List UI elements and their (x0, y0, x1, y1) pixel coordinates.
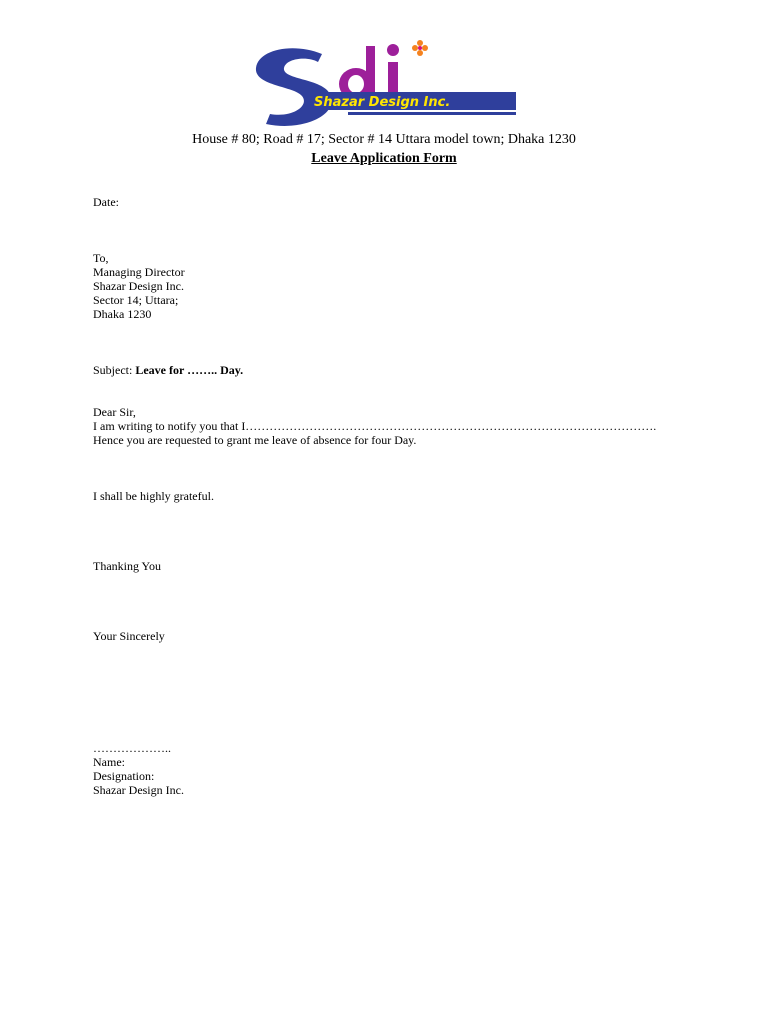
name-label: Name: (93, 755, 125, 769)
subject-text: Leave for …….. Day. (135, 363, 244, 377)
recipient-company: Shazar Design Inc. (93, 279, 184, 293)
signature-dots: ……………….. (93, 741, 171, 755)
recipient-title: Managing Director (93, 265, 185, 279)
body-line-2: Hence you are requested to grant me leave of absence for four Day. (93, 433, 417, 447)
salutation: Dear Sir, (93, 405, 136, 419)
recipient-sector: Sector 14; Uttara; (93, 293, 179, 307)
company-logo (252, 40, 518, 128)
recipient-city: Dhaka 1230 (93, 307, 152, 321)
grateful-line: I shall be highly grateful. (93, 489, 214, 503)
designation-label: Designation: (93, 769, 155, 783)
to-label: To, (93, 251, 109, 265)
subject-line (93, 363, 243, 377)
subject-label: Subject: (93, 363, 136, 377)
form-title: Leave Application Form (311, 151, 457, 166)
thanks-line: Thanking You (93, 559, 162, 573)
closing-line: Your Sincerely (93, 629, 165, 643)
signature-company: Shazar Design Inc. (93, 783, 184, 797)
company-address: House # 80; Road # 17; Sector # 14 Uttara model town; Dhaka 1230 (192, 132, 576, 147)
date-label: Date: (93, 195, 119, 209)
body-line-1: I am writing to notify you that I…………………………………………………………………………………………. (93, 419, 657, 433)
logo-banner-text: Shazar Design Inc. (314, 95, 451, 110)
